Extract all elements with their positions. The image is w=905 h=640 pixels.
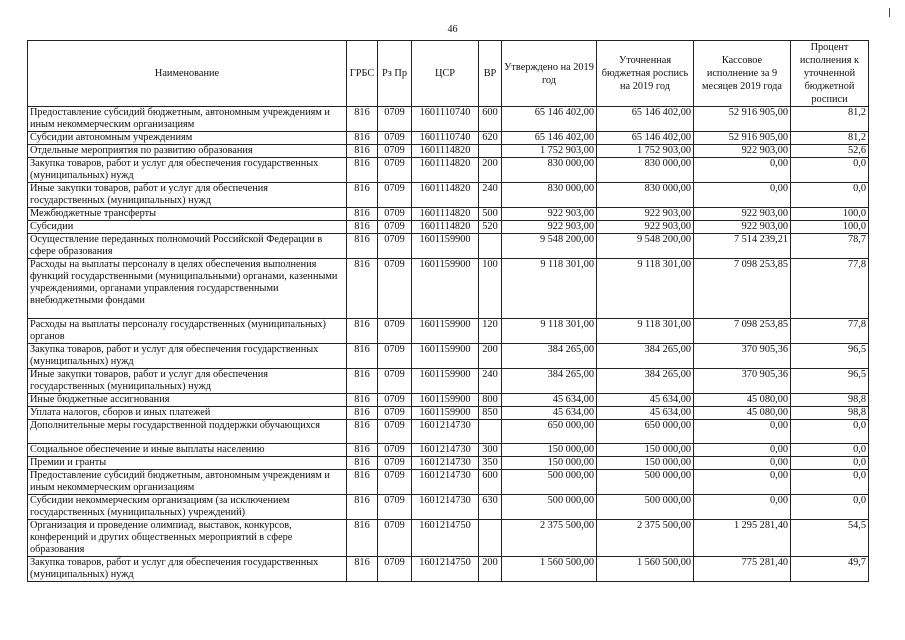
cell-cash: 0,00 xyxy=(694,444,791,457)
cell-cash: 0,00 xyxy=(694,457,791,470)
cell-grbs: 816 xyxy=(347,259,378,319)
cell-rzpr: 0709 xyxy=(378,420,412,444)
cell-vr: 600 xyxy=(479,107,502,132)
cell-grbs: 816 xyxy=(347,470,378,495)
cell-name: Субсидии некоммерческим организациям (за исключением государственных (муниципальных) учреждений) xyxy=(28,495,347,520)
cell-name: Расходы на выплаты персоналу в целях обеспечения выполнения функций государственными (муниципальными) органами, казенными учреждениями, органами управления государственными внебюджетными фондами xyxy=(28,259,347,319)
cell-vr: 800 xyxy=(479,394,502,407)
table-row xyxy=(28,319,869,344)
cell-approved: 830 000,00 xyxy=(502,183,597,208)
cell-refined: 922 903,00 xyxy=(597,208,694,221)
cell-name: Закупка товаров, работ и услуг для обеспечения государственных (муниципальных) нужд xyxy=(28,557,347,582)
header-vr: ВР xyxy=(479,41,502,107)
cell-approved: 9 548 200,00 xyxy=(502,234,597,259)
cell-approved: 9 118 301,00 xyxy=(502,259,597,319)
cell-refined: 384 265,00 xyxy=(597,369,694,394)
cell-approved: 384 265,00 xyxy=(502,369,597,394)
header-csr: ЦСР xyxy=(412,41,479,107)
cell-vr xyxy=(479,234,502,259)
cell-percent: 0,0 xyxy=(791,158,869,183)
cell-rzpr: 0709 xyxy=(378,470,412,495)
cell-percent: 81,2 xyxy=(791,132,869,145)
header-name: Наименование xyxy=(28,41,347,107)
cell-approved: 922 903,00 xyxy=(502,208,597,221)
cell-percent: 98,8 xyxy=(791,394,869,407)
cell-percent: 81,2 xyxy=(791,107,869,132)
table-row xyxy=(28,344,869,369)
cell-approved: 65 146 402,00 xyxy=(502,132,597,145)
cell-grbs: 816 xyxy=(347,234,378,259)
cell-rzpr: 0709 xyxy=(378,495,412,520)
table-row xyxy=(28,457,869,470)
cell-csr: 1601159900 xyxy=(412,259,479,319)
cell-cash: 52 916 905,00 xyxy=(694,132,791,145)
cell-cash: 7 514 239,21 xyxy=(694,234,791,259)
cell-vr: 850 xyxy=(479,407,502,420)
cell-approved: 1 752 903,00 xyxy=(502,145,597,158)
cell-cash: 922 903,00 xyxy=(694,208,791,221)
cell-csr: 1601159900 xyxy=(412,369,479,394)
cell-vr xyxy=(479,420,502,444)
cell-cash: 370 905,36 xyxy=(694,369,791,394)
cell-rzpr: 0709 xyxy=(378,344,412,369)
table-body xyxy=(28,107,869,582)
cell-name: Дополнительные меры государственной поддержки обучающихся xyxy=(28,420,347,444)
cell-csr: 1601214730 xyxy=(412,495,479,520)
cell-refined: 830 000,00 xyxy=(597,183,694,208)
cell-approved: 500 000,00 xyxy=(502,470,597,495)
cell-name: Субсидии автономным учреждениям xyxy=(28,132,347,145)
cell-rzpr: 0709 xyxy=(378,158,412,183)
cell-rzpr: 0709 xyxy=(378,208,412,221)
cell-name: Закупка товаров, работ и услуг для обеспечения государственных (муниципальных) нужд xyxy=(28,158,347,183)
cell-csr: 1601114820 xyxy=(412,183,479,208)
cell-percent: 78,7 xyxy=(791,234,869,259)
cell-grbs: 816 xyxy=(347,132,378,145)
cell-refined: 922 903,00 xyxy=(597,221,694,234)
cell-vr xyxy=(479,520,502,557)
cell-rzpr: 0709 xyxy=(378,234,412,259)
cell-rzpr: 0709 xyxy=(378,259,412,319)
table-header-row xyxy=(28,41,869,107)
cell-grbs: 816 xyxy=(347,520,378,557)
cell-percent: 54,5 xyxy=(791,520,869,557)
cell-csr: 1601214750 xyxy=(412,557,479,582)
cell-approved: 45 634,00 xyxy=(502,407,597,420)
cell-grbs: 816 xyxy=(347,557,378,582)
cell-percent: 0,0 xyxy=(791,420,869,444)
cell-percent: 0,0 xyxy=(791,495,869,520)
cell-approved: 9 118 301,00 xyxy=(502,319,597,344)
cell-name: Организация и проведение олимпиад, выставок, конкурсов, конференций и других общественных мероприятий в сфере образования xyxy=(28,520,347,557)
cell-csr: 1601214750 xyxy=(412,520,479,557)
cell-rzpr: 0709 xyxy=(378,221,412,234)
cell-vr: 520 xyxy=(479,221,502,234)
cell-csr: 1601159900 xyxy=(412,407,479,420)
cell-grbs: 816 xyxy=(347,407,378,420)
cell-cash: 0,00 xyxy=(694,183,791,208)
cell-cash: 45 080,00 xyxy=(694,394,791,407)
cell-refined: 384 265,00 xyxy=(597,344,694,369)
cell-name: Предоставление субсидий бюджетным, автономным учреждениям и иным некоммерческим организациям xyxy=(28,107,347,132)
cell-csr: 1601114820 xyxy=(412,145,479,158)
cell-approved: 65 146 402,00 xyxy=(502,107,597,132)
cell-vr: 100 xyxy=(479,259,502,319)
cell-name: Субсидии xyxy=(28,221,347,234)
cell-approved: 500 000,00 xyxy=(502,495,597,520)
cell-approved: 1 560 500,00 xyxy=(502,557,597,582)
cell-percent: 100,0 xyxy=(791,221,869,234)
cell-grbs: 816 xyxy=(347,420,378,444)
cell-grbs: 816 xyxy=(347,158,378,183)
table-row xyxy=(28,183,869,208)
cell-approved: 150 000,00 xyxy=(502,457,597,470)
cell-vr: 200 xyxy=(479,344,502,369)
cell-approved: 2 375 500,00 xyxy=(502,520,597,557)
cell-approved: 150 000,00 xyxy=(502,444,597,457)
table-row xyxy=(28,420,869,444)
cell-csr: 1601214730 xyxy=(412,457,479,470)
header-refined: Уточненная бюджетная роспись на 2019 год xyxy=(597,41,694,107)
cell-name: Иные бюджетные ассигнования xyxy=(28,394,347,407)
cell-grbs: 816 xyxy=(347,208,378,221)
table-row xyxy=(28,369,869,394)
cell-refined: 150 000,00 xyxy=(597,444,694,457)
cell-percent: 52,6 xyxy=(791,145,869,158)
cell-refined: 45 634,00 xyxy=(597,394,694,407)
cell-name: Межбюджетные трансферты xyxy=(28,208,347,221)
cell-grbs: 816 xyxy=(347,221,378,234)
cell-csr: 1601110740 xyxy=(412,107,479,132)
cell-cash: 52 916 905,00 xyxy=(694,107,791,132)
cell-cash: 0,00 xyxy=(694,470,791,495)
table-row xyxy=(28,444,869,457)
table-row xyxy=(28,470,869,495)
cell-refined: 65 146 402,00 xyxy=(597,107,694,132)
cell-refined: 830 000,00 xyxy=(597,158,694,183)
cell-rzpr: 0709 xyxy=(378,407,412,420)
cell-refined: 2 375 500,00 xyxy=(597,520,694,557)
cell-rzpr: 0709 xyxy=(378,444,412,457)
cell-rzpr: 0709 xyxy=(378,557,412,582)
cell-refined: 1 560 500,00 xyxy=(597,557,694,582)
table-row xyxy=(28,221,869,234)
cell-percent: 0,0 xyxy=(791,183,869,208)
cell-csr: 1601159900 xyxy=(412,394,479,407)
cell-cash: 0,00 xyxy=(694,158,791,183)
cell-percent: 96,5 xyxy=(791,344,869,369)
table-row xyxy=(28,259,869,319)
cell-percent: 77,8 xyxy=(791,259,869,319)
cell-grbs: 816 xyxy=(347,369,378,394)
cell-percent: 96,5 xyxy=(791,369,869,394)
cell-grbs: 816 xyxy=(347,319,378,344)
table-row xyxy=(28,107,869,132)
cell-rzpr: 0709 xyxy=(378,132,412,145)
cell-percent: 98,8 xyxy=(791,407,869,420)
cell-grbs: 816 xyxy=(347,107,378,132)
cell-approved: 922 903,00 xyxy=(502,221,597,234)
cell-percent: 77,8 xyxy=(791,319,869,344)
cell-vr: 240 xyxy=(479,183,502,208)
header-percent: Процент исполнения к уточненной бюджетной росписи xyxy=(791,41,869,107)
cell-csr: 1601159900 xyxy=(412,234,479,259)
cell-vr: 600 xyxy=(479,470,502,495)
header-grbs: ГРБС xyxy=(347,41,378,107)
cell-name: Закупка товаров, работ и услуг для обеспечения государственных (муниципальных) нужд xyxy=(28,344,347,369)
cell-name: Отдельные мероприятия по развитию образования xyxy=(28,145,347,158)
cell-csr: 1601114820 xyxy=(412,221,479,234)
cell-approved: 650 000,00 xyxy=(502,420,597,444)
cell-refined: 500 000,00 xyxy=(597,495,694,520)
cell-cash: 922 903,00 xyxy=(694,221,791,234)
cell-percent: 100,0 xyxy=(791,208,869,221)
cell-approved: 384 265,00 xyxy=(502,344,597,369)
table-row xyxy=(28,145,869,158)
cell-name: Иные закупки товаров, работ и услуг для обеспечения государственных (муниципальных) нужд xyxy=(28,183,347,208)
budget-table xyxy=(27,40,869,582)
cell-name: Премии и гранты xyxy=(28,457,347,470)
cell-cash: 45 080,00 xyxy=(694,407,791,420)
table-row xyxy=(28,234,869,259)
table-row xyxy=(28,132,869,145)
cell-csr: 1601159900 xyxy=(412,319,479,344)
cell-refined: 1 752 903,00 xyxy=(597,145,694,158)
cell-name: Расходы на выплаты персоналу государственных (муниципальных) органов xyxy=(28,319,347,344)
cell-refined: 650 000,00 xyxy=(597,420,694,444)
cell-grbs: 816 xyxy=(347,444,378,457)
cell-rzpr: 0709 xyxy=(378,319,412,344)
table-row xyxy=(28,394,869,407)
cell-approved: 45 634,00 xyxy=(502,394,597,407)
cell-percent: 0,0 xyxy=(791,457,869,470)
cell-vr: 200 xyxy=(479,158,502,183)
cell-grbs: 816 xyxy=(347,145,378,158)
cell-vr: 120 xyxy=(479,319,502,344)
cell-vr: 620 xyxy=(479,132,502,145)
cell-cash: 922 903,00 xyxy=(694,145,791,158)
cell-csr: 1601214730 xyxy=(412,420,479,444)
cell-refined: 9 118 301,00 xyxy=(597,259,694,319)
cell-name: Предоставление субсидий бюджетным, автономным учреждениям и иным некоммерческим организациям xyxy=(28,470,347,495)
cell-name: Социальное обеспечение и иные выплаты населению xyxy=(28,444,347,457)
cell-name: Осуществление переданных полномочий Российской Федерации в сфере образования xyxy=(28,234,347,259)
scan-edge-mark xyxy=(889,8,890,17)
cell-grbs: 816 xyxy=(347,457,378,470)
cell-vr: 500 xyxy=(479,208,502,221)
cell-refined: 9 548 200,00 xyxy=(597,234,694,259)
cell-refined: 9 118 301,00 xyxy=(597,319,694,344)
cell-vr: 240 xyxy=(479,369,502,394)
cell-grbs: 816 xyxy=(347,344,378,369)
header-cash: Кассовое исполнение за 9 месяцев 2019 года xyxy=(694,41,791,107)
cell-cash: 7 098 253,85 xyxy=(694,319,791,344)
cell-rzpr: 0709 xyxy=(378,369,412,394)
cell-percent: 0,0 xyxy=(791,470,869,495)
cell-vr: 630 xyxy=(479,495,502,520)
cell-rzpr: 0709 xyxy=(378,145,412,158)
cell-vr: 300 xyxy=(479,444,502,457)
cell-csr: 1601159900 xyxy=(412,344,479,369)
cell-approved: 830 000,00 xyxy=(502,158,597,183)
page-number: 46 xyxy=(447,24,458,35)
cell-csr: 1601114820 xyxy=(412,208,479,221)
table-row xyxy=(28,495,869,520)
cell-rzpr: 0709 xyxy=(378,183,412,208)
cell-vr: 200 xyxy=(479,557,502,582)
cell-vr: 350 xyxy=(479,457,502,470)
cell-rzpr: 0709 xyxy=(378,457,412,470)
table-row xyxy=(28,520,869,557)
cell-cash: 0,00 xyxy=(694,420,791,444)
cell-rzpr: 0709 xyxy=(378,520,412,557)
cell-grbs: 816 xyxy=(347,495,378,520)
cell-cash: 775 281,40 xyxy=(694,557,791,582)
table-row xyxy=(28,158,869,183)
cell-vr xyxy=(479,145,502,158)
cell-refined: 45 634,00 xyxy=(597,407,694,420)
cell-percent: 49,7 xyxy=(791,557,869,582)
header-approved: Утверждено на 2019 год xyxy=(502,41,597,107)
cell-grbs: 816 xyxy=(347,183,378,208)
cell-cash: 1 295 281,40 xyxy=(694,520,791,557)
cell-refined: 65 146 402,00 xyxy=(597,132,694,145)
cell-grbs: 816 xyxy=(347,394,378,407)
cell-csr: 1601214730 xyxy=(412,470,479,495)
cell-csr: 1601214730 xyxy=(412,444,479,457)
table-row xyxy=(28,557,869,582)
cell-name: Иные закупки товаров, работ и услуг для обеспечения государственных (муниципальных) нужд xyxy=(28,369,347,394)
cell-csr: 1601114820 xyxy=(412,158,479,183)
cell-cash: 7 098 253,85 xyxy=(694,259,791,319)
cell-refined: 150 000,00 xyxy=(597,457,694,470)
cell-cash: 0,00 xyxy=(694,495,791,520)
cell-name: Уплата налогов, сборов и иных платежей xyxy=(28,407,347,420)
table-row xyxy=(28,407,869,420)
table-row xyxy=(28,208,869,221)
cell-cash: 370 905,36 xyxy=(694,344,791,369)
cell-percent: 0,0 xyxy=(791,444,869,457)
cell-rzpr: 0709 xyxy=(378,394,412,407)
header-rzpr: Рз Пр xyxy=(378,41,412,107)
cell-refined: 500 000,00 xyxy=(597,470,694,495)
cell-rzpr: 0709 xyxy=(378,107,412,132)
cell-csr: 1601110740 xyxy=(412,132,479,145)
